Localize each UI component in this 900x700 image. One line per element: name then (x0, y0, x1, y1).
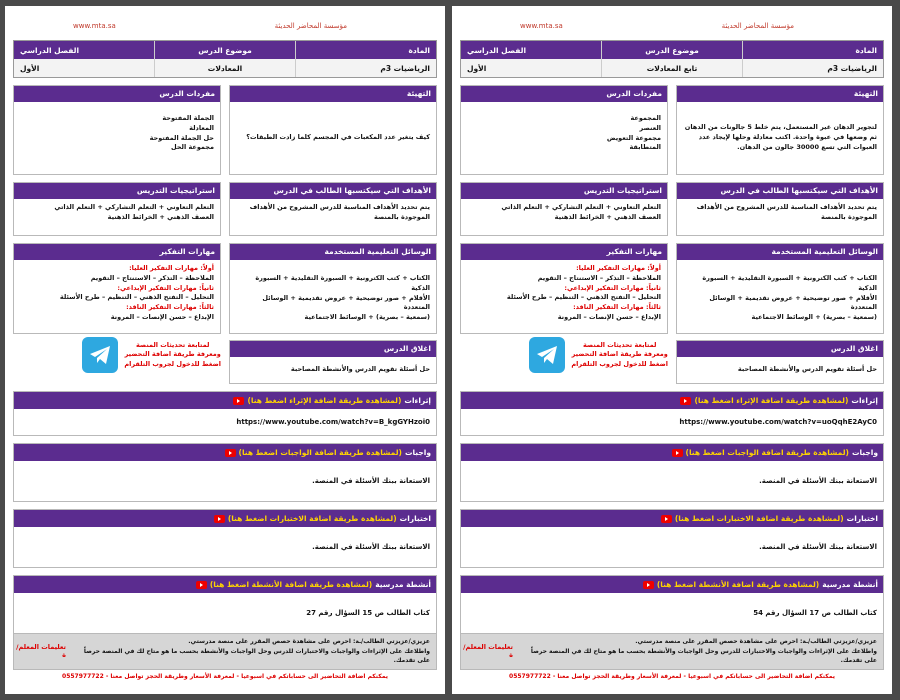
instruction-line: واطلاعك على الإثراءات والواجبات والاختبارات للدرس وحل الواجبات والأنشطة بحسب ما هو متاح لك في المنصة حرصاً على تقدمك. (83, 647, 430, 665)
telegram-note-line: اضغط للدخول لجروب التلقرام (124, 359, 221, 368)
activities-title: أنشطة مدرسية (375, 580, 431, 589)
homework-howto-link[interactable]: (لمشاهدة طريقة اضافة الواجبات اضغط هنا) (685, 448, 849, 457)
term-label: الفصل الدراسي (20, 45, 80, 55)
goals-text: يتم تحديد الأهداف المناسبة للدرس المشروح من الأهداف الموجودة بالمنصة (249, 203, 430, 221)
skill-head: ثالثاً: مهارات التفكير الناقد: (126, 303, 214, 311)
tools-box (229, 243, 437, 334)
vocab-item: مجموعة التعويض (606, 133, 661, 142)
page-footer: يمكنكم اضافة التحاضير الى حساباتكم في اسبوعيا - لمعرفة الأسعار وطريقة الحجز تواصل معنا - 0557977722 (509, 673, 835, 680)
topic-label: موضوع الدرس (601, 41, 742, 59)
tests-howto-link[interactable]: (لمشاهدة طريقة اضافة الاختبارات اضغط هنا) (674, 514, 844, 523)
topic-value: المعادلات (154, 59, 295, 77)
vocab-item: المتطابقة (629, 143, 661, 152)
youtube-icon[interactable] (661, 515, 672, 523)
telegram-icon[interactable] (529, 337, 565, 373)
strategy-item: التعلم التعاوني + التعلم التشاركي + التعلم الذاتي (501, 203, 661, 211)
tools-title: الوسائل التعليمية المستخدمة (230, 244, 436, 260)
telegram-note (124, 341, 221, 368)
youtube-icon[interactable] (233, 397, 244, 405)
strategy-item: العصف الذهني + الخرائط الذهنية (107, 212, 214, 221)
enrichment-section (13, 391, 437, 436)
vocab-box (13, 85, 221, 175)
closing-title: اغلاق الدرس (677, 341, 883, 357)
activities-howto-link[interactable]: (لمشاهدة طريقة اضافة الأنشطة اضغط هنا) (209, 580, 373, 589)
skill-head: ثانياً: مهارات التفكير الإبداعي: (564, 283, 661, 292)
youtube-icon[interactable] (214, 515, 225, 523)
strategies-title: استراتيجيات التدريس (14, 183, 220, 199)
telegram-note-line: لمتابعة تحديثات المنصة (135, 341, 210, 350)
youtube-icon[interactable] (196, 581, 207, 589)
tests-title: اختبارات (399, 514, 431, 523)
skill-head: أولاً: مهارات التفكير العليا: (129, 264, 214, 272)
telegram-link[interactable] (13, 334, 221, 376)
homework-section (13, 443, 437, 502)
tool-item: (سمعية – بصرية) + الوسائط الاجتماعية (304, 313, 430, 321)
closing-box (229, 340, 437, 384)
tool-item: الكتاب + كتب الكترونية + السبورة التقليدية + السبورة الذكية (702, 274, 877, 292)
vocab-item: مجموعة الحل (171, 143, 214, 152)
homework-text: الاستعانة ببنك الأسئلة في المنصة. (759, 477, 877, 485)
activities-section (13, 575, 437, 634)
closing-text: حل أسئلة تقويم الدرس والأنشطة المصاحبة (290, 365, 430, 374)
telegram-note (571, 341, 668, 368)
activities-title: أنشطة مدرسية (822, 580, 878, 589)
strategies-box (13, 182, 221, 236)
enrichment-howto-link[interactable]: (لمشاهدة طريقة اضافة الإثراء اضغط هنا) (247, 396, 402, 405)
strategy-item: العصف الذهني + الخرائط الذهنية (554, 212, 661, 221)
closing-box (676, 340, 884, 384)
page-header (13, 6, 437, 40)
goals-box (676, 182, 884, 236)
skills-box (13, 243, 221, 334)
activities-section (460, 575, 884, 634)
skill-body: الإبداع – حسن الإنصات – المرونة (557, 312, 661, 321)
org-name: مؤسسة المحاضر الحديثة (721, 22, 794, 30)
activities-text: كتاب الطالب ص 15 السؤال رقم 27 (306, 609, 430, 617)
telegram-link[interactable] (460, 334, 668, 376)
instructions-label: تعليمات المعلم/ة (463, 643, 513, 660)
skill-body: التحليل – التفتح الذهني – التنظيم – طرح الأسئلة (59, 293, 214, 302)
vocab-title: مفردات الدرس (14, 86, 220, 102)
homework-howto-link[interactable]: (لمشاهدة طريقة اضافة الواجبات اضغط هنا) (238, 448, 402, 457)
youtube-icon[interactable] (680, 397, 691, 405)
skills-box (460, 243, 668, 334)
skill-head: ثانياً: مهارات التفكير الإبداعي: (117, 283, 214, 292)
subject-value: الرياضيات 3م (295, 59, 436, 77)
vocab-item: المعادلة (189, 123, 214, 132)
skill-body: الإبداع – حسن الإنصات – المرونة (110, 312, 214, 321)
warmup-box (229, 85, 437, 175)
tests-section (13, 509, 437, 568)
skill-head: ثالثاً: مهارات التفكير الناقد: (573, 303, 661, 311)
strategy-item: التعلم التعاوني + التعلم التشاركي + التعلم الذاتي (54, 203, 214, 211)
vocab-title: مفردات الدرس (461, 86, 667, 102)
tests-title: اختبارات (846, 514, 878, 523)
lesson-page-2 (452, 6, 892, 694)
term-value: الأول (467, 63, 487, 73)
vocab-item: حل الجملة المفتوحة (149, 133, 214, 142)
goals-box (229, 182, 437, 236)
activities-text: كتاب الطالب ص 17 السؤال رقم 54 (753, 609, 877, 617)
warmup-title: التهيئة (230, 86, 436, 102)
topic-label: موضوع الدرس (154, 41, 295, 59)
warmup-text: كيف يتغير عدد المكعبات في المجسم كلما زادت الطبقات؟ (246, 133, 430, 142)
telegram-note-line: ومعرفة طريقة اضافة التحضير (571, 350, 668, 359)
enrichment-title: إثراءات (851, 396, 878, 405)
telegram-note-line: اضغط للدخول لجروب التلقرام (571, 359, 668, 368)
lesson-info-table (13, 40, 437, 78)
vocab-item: الجملة المفتوحة (162, 114, 214, 122)
tool-item: الكتاب + كتب الكترونية + السبورة التقليدية + السبورة الذكية (255, 274, 430, 292)
vocab-item: العنصر (639, 123, 661, 132)
vocab-item: المجموعة (630, 114, 661, 122)
instruction-line: واطلاعك على الإثراءات والواجبات والاختبارات للدرس وحل الواجبات والأنشطة بحسب ما هو متاح لك في المنصة حرصاً على تقدمك. (530, 647, 877, 665)
enrichment-howto-link[interactable]: (لمشاهدة طريقة اضافة الإثراء اضغط هنا) (694, 396, 849, 405)
skill-body: الملاحظة – التذكر – الاستنتاج – التقويم (537, 273, 661, 282)
instruction-line: عزيزي/عزيزتي الطالب/ـة: احرص على مشاهدة حصص المقرر على منصة مدرستي. (635, 638, 877, 645)
homework-section (460, 443, 884, 502)
youtube-icon[interactable] (225, 449, 236, 457)
youtube-icon[interactable] (672, 449, 683, 457)
page-footer: يمكنكم اضافة التحاضير الى حساباتكم في اسبوعيا - لمعرفة الأسعار وطريقة الحجز تواصل معنا - 0557977722 (62, 673, 388, 680)
telegram-icon[interactable] (82, 337, 118, 373)
activities-howto-link[interactable]: (لمشاهدة طريقة اضافة الأنشطة اضغط هنا) (656, 580, 820, 589)
tests-section (460, 509, 884, 568)
enrichment-url[interactable]: https://www.youtube.com/watch?v=B_kgGYHzoi0 (236, 418, 430, 426)
skill-body: الملاحظة – التذكر – الاستنتاج – التقويم (90, 273, 214, 282)
enrichment-url[interactable]: https://www.youtube.com/watch?v=uoQqhE2AyC0 (679, 418, 877, 426)
subject-label: المادة (295, 41, 436, 59)
topic-value: تابع المعادلات (601, 59, 742, 77)
tools-title: الوسائل التعليمية المستخدمة (677, 244, 883, 260)
site-link[interactable]: www.mta.sa (73, 22, 116, 30)
instructions-label: تعليمات المعلم/ة (16, 643, 66, 660)
tools-box (676, 243, 884, 334)
telegram-note-line: لمتابعة تحديثات المنصة (582, 341, 657, 350)
homework-text: الاستعانة ببنك الأسئلة في المنصة. (312, 477, 430, 485)
site-link[interactable]: www.mta.sa (520, 22, 563, 30)
strategies-title: استراتيجيات التدريس (461, 183, 667, 199)
homework-title: واجبات (851, 448, 878, 457)
warmup-box (676, 85, 884, 175)
youtube-icon[interactable] (643, 581, 654, 589)
strategies-box (460, 182, 668, 236)
goals-title: الأهداف التي سيكتسبها الطالب في الدرس (677, 183, 883, 199)
page-header (460, 6, 884, 40)
instruction-line: عزيزي/عزيزتي الطالب/ـة: احرص على مشاهدة حصص المقرر على منصة مدرستي. (188, 638, 430, 645)
telegram-note-line: ومعرفة طريقة اضافة التحضير (124, 350, 221, 359)
teacher-instructions (13, 634, 437, 670)
goals-title: الأهداف التي سيكتسبها الطالب في الدرس (230, 183, 436, 199)
skill-head: أولاً: مهارات التفكير العليا: (576, 264, 661, 272)
closing-text: حل أسئلة تقويم الدرس والأنشطة المصاحبة (737, 365, 877, 374)
tests-howto-link[interactable]: (لمشاهدة طريقة اضافة الاختبارات اضغط هنا) (227, 514, 397, 523)
goals-text: يتم تحديد الأهداف المناسبة للدرس المشروح من الأهداف الموجودة بالمنصة (696, 203, 877, 221)
skill-body: التحليل – التفتح الذهني – التنظيم – طرح الأسئلة (506, 293, 661, 302)
tests-text: الاستعانة ببنك الأسئلة في المنصة. (759, 543, 877, 551)
teacher-instructions (460, 634, 884, 670)
closing-title: اغلاق الدرس (230, 341, 436, 357)
warmup-text: لتجوير الدهان غير المستعمل، يتم خلط 5 جالونات من الدهان ثم وضعها في عبوة واحدة. اكتب معادلة وحلها لإيجاد عدد العبوات التي تسع 30000 جالون من الدهان. (684, 123, 877, 151)
warmup-title: التهيئة (677, 86, 883, 102)
tool-item: (سمعية – بصرية) + الوسائط الاجتماعية (751, 313, 877, 321)
vocab-box (460, 85, 668, 175)
enrichment-title: إثراءات (404, 396, 431, 405)
org-name: مؤسسة المحاضر الحديثة (274, 22, 347, 30)
tool-item: الأقلام + صور توضيحية + عروض تقديمية + الوسائل المتعددة (709, 293, 877, 312)
skills-title: مهارات التفكير (461, 244, 667, 260)
tests-text: الاستعانة ببنك الأسئلة في المنصة. (312, 543, 430, 551)
skills-title: مهارات التفكير (14, 244, 220, 260)
tool-item: الأقلام + صور توضيحية + عروض تقديمية + الوسائل المتعددة (262, 293, 430, 312)
enrichment-section (460, 391, 884, 436)
term-value: الأول (20, 63, 40, 73)
lesson-page-1 (5, 6, 445, 694)
subject-value: الرياضيات 3م (742, 59, 883, 77)
homework-title: واجبات (404, 448, 431, 457)
lesson-info-table (460, 40, 884, 78)
subject-label: المادة (742, 41, 883, 59)
term-label: الفصل الدراسي (467, 45, 527, 55)
